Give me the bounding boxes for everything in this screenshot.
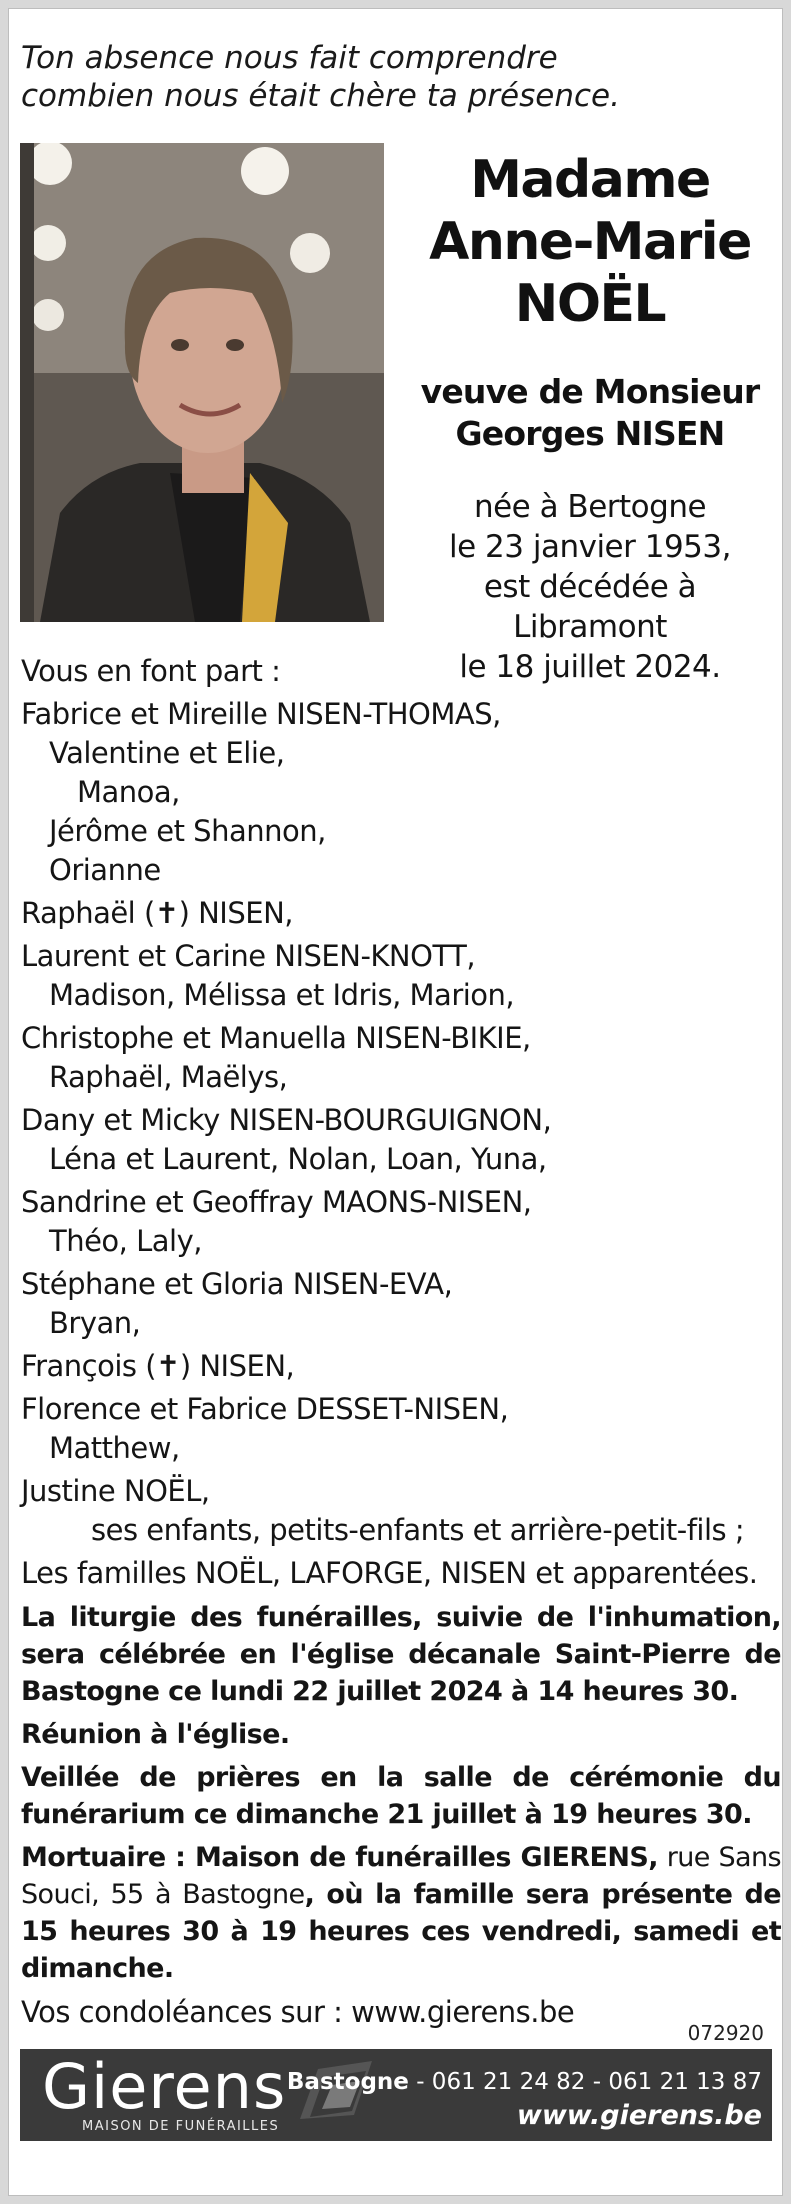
family-sub: Léna et Laurent, Nolan, Loan, Yuna, [49, 1142, 547, 1176]
contact-phones [287, 2065, 762, 2099]
family-main: Justine NOËL, [21, 1474, 210, 1508]
reunion-paragraph: Réunion à l'église. [21, 1719, 290, 1750]
brand-tagline: MAISON DE FUNÉRAILLES [82, 2119, 280, 2134]
family-group [21, 1265, 781, 1343]
opening-quote [21, 39, 761, 115]
family-sub: Théo, Laly, [49, 1224, 202, 1258]
deceased-first-name: Anne-Marie [429, 212, 751, 272]
family-sub: Madison, Mélissa et Idris, Marion, [49, 978, 515, 1012]
widow-of [403, 371, 777, 455]
quote-line: Ton absence nous fait comprendre [21, 40, 558, 76]
family-closing: ses enfants, petits-enfants et arrière-petit-fils ; [91, 1513, 745, 1547]
family-main: Florence et Fabrice DESSET-NISEN, [21, 1392, 509, 1426]
date-line: le 18 juillet 2024. [459, 649, 721, 685]
intro-text: Vous en font part : [21, 654, 281, 688]
family-group [21, 1019, 781, 1097]
date-line: née à Bertogne [473, 489, 707, 525]
contact-website: www.gierens.be [516, 2100, 762, 2131]
family-sub: Manoa, [77, 775, 180, 809]
family-main: Raphaël (✝) NISEN, [21, 896, 293, 930]
date-line: est décédée à Libramont [483, 569, 697, 645]
family-group [21, 1101, 781, 1179]
deceased-last-name: NOËL [514, 274, 666, 334]
family-group [21, 1390, 781, 1468]
mortuary-presence: , où la famille sera présente de 15 heures 30 à 19 heures ces vendredi, samedi et dimanche. [21, 1879, 781, 1984]
family-group [21, 1472, 781, 1550]
family-group [21, 1554, 781, 1593]
brand-logo: Gierens [42, 2050, 287, 2123]
family-sub: Valentine et Elie, [49, 736, 285, 770]
mortuary-paragraph [21, 1839, 781, 1987]
contact-city: Bastogne [286, 2069, 409, 2095]
family-sub: Jérôme et Shannon, [49, 814, 326, 848]
family-sub: Raphaël, Maëlys, [49, 1060, 288, 1094]
condolences-line: Vos condoléances sur : www.gierens.be [21, 1995, 575, 2029]
quote-line: combien nous était chère ta présence. [21, 78, 620, 114]
family-sub: Matthew, [49, 1431, 180, 1465]
family-main: Fabrice et Mireille NISEN-THOMAS, [21, 697, 501, 731]
notice-body [21, 652, 781, 2032]
date-line: le 23 janvier 1953, [449, 529, 731, 565]
obituary-notice [8, 8, 783, 2196]
family-main: Dany et Micky NISEN-BOURGUIGNON, [21, 1103, 552, 1137]
widow-line: Georges NISEN [455, 414, 725, 453]
family-main: Laurent et Carine NISEN-KNOTT, [21, 939, 476, 973]
vigil-paragraph: Veillée de prières en la salle de cérémonie du funérarium ce dimanche 21 juillet à 19 heures 30. [21, 1762, 781, 1830]
family-group [21, 1183, 781, 1261]
contact-numbers: - 061 21 24 82 - 061 21 13 87 [408, 2069, 762, 2095]
contact-block [287, 2065, 762, 2133]
reference-number: 072920 [687, 2021, 764, 2045]
portrait-photo [20, 143, 384, 622]
family-main: Stéphane et Gloria NISEN-EVA, [21, 1267, 453, 1301]
family-main: Sandrine et Geoffray MAONS-NISEN, [21, 1185, 532, 1219]
deceased-header [403, 149, 777, 687]
family-group [21, 894, 781, 933]
family-group [21, 937, 781, 1015]
widow-line: veuve de Monsieur [420, 372, 760, 411]
funeral-home-footer [20, 2049, 772, 2141]
liturgy-paragraph: La liturgie des funérailles, suivie de l'inhumation, sera célébrée en l'église décanale Saint-Pierre de Bastogne ce lundi 22 juillet 2024 à 14 heures 30. [21, 1602, 781, 1707]
mortuary-address: rue Sans Souci, 55 à Bastogne [21, 1842, 781, 1910]
family-main: François (✝) NISEN, [21, 1349, 295, 1383]
families-line: Les familles NOËL, LAFORGE, NISEN et apparentées. [21, 1556, 758, 1590]
mortuary-label: Mortuaire : Maison de funérailles GIERENS, [21, 1842, 658, 1873]
family-group [21, 695, 781, 890]
family-sub: Orianne [49, 853, 161, 887]
family-group [21, 1347, 781, 1386]
family-main: Christophe et Manuella NISEN-BIKIE, [21, 1021, 531, 1055]
deceased-title: Madame [470, 150, 710, 210]
family-sub: Bryan, [49, 1306, 141, 1340]
